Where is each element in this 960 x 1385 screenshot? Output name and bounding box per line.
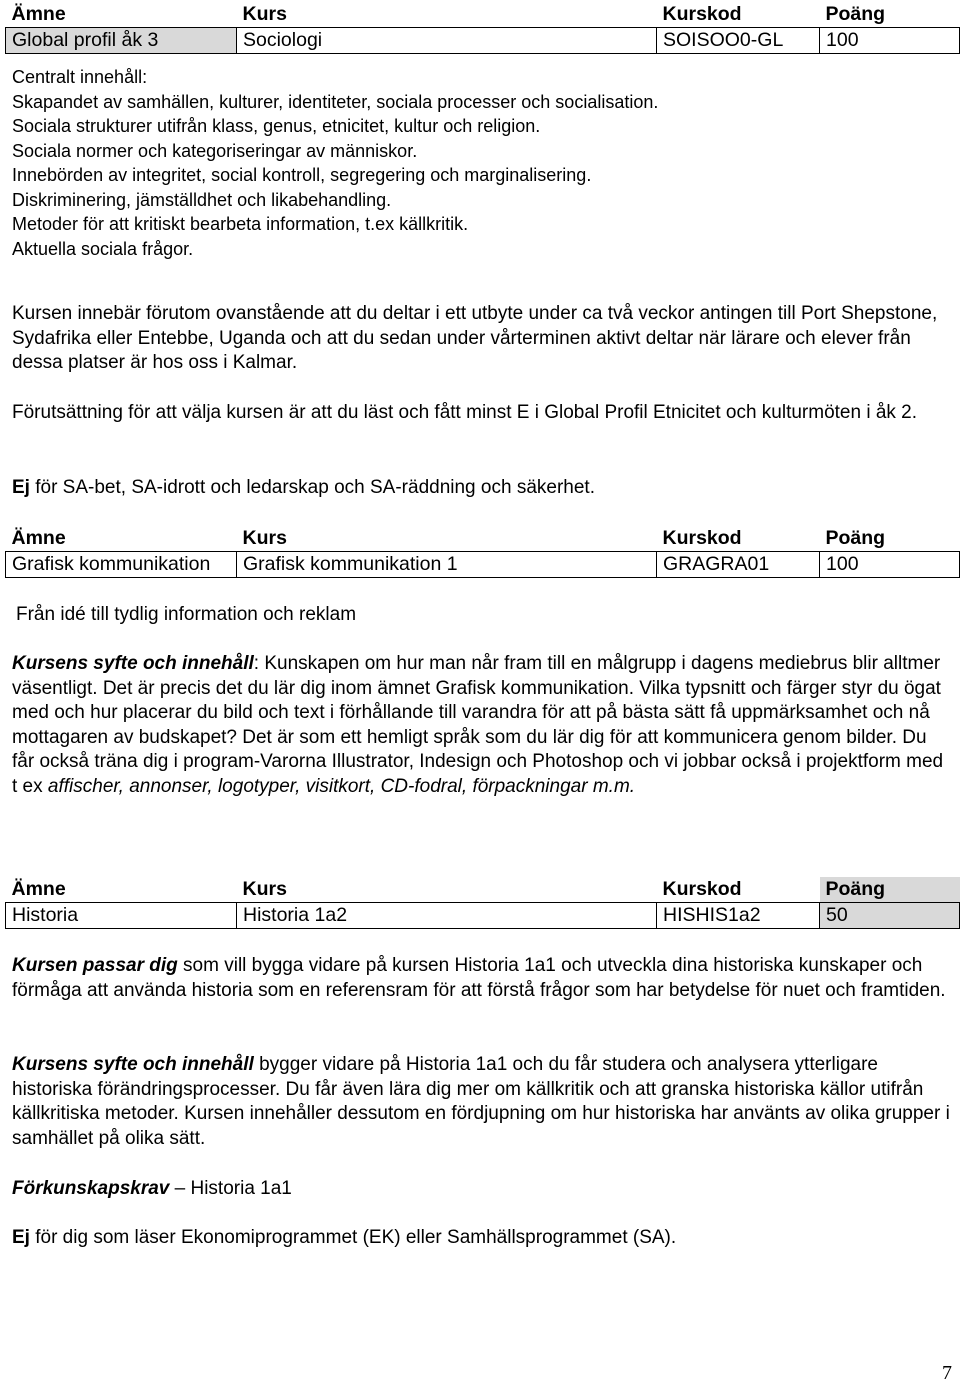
cell-points: 100 <box>820 28 960 54</box>
ej-label: Ej <box>12 477 30 498</box>
cell-code: HISHIS1a2 <box>657 903 820 929</box>
cell-points: 50 <box>820 903 960 929</box>
header-amne: Ämne <box>11 878 66 900</box>
exchange-paragraph <box>12 302 952 376</box>
table-header-row <box>6 877 960 903</box>
forkunskap-text: – Historia 1a1 <box>169 1178 292 1199</box>
prerequisite-paragraph <box>12 401 952 426</box>
passar-text: som vill bygga vidare på kursen Historia 1a1 och utveckla dina historiska kunskaper och förmåga att använda historia som en referensram för att förstå frågor som har betydelse för nuet och framtiden. <box>12 955 946 1001</box>
header-kurskod: Kurskod <box>662 527 742 549</box>
content-item: Innebörden av integritet, social kontroll, segregering och marginalisering. <box>12 165 592 185</box>
grafisk-description <box>12 652 952 799</box>
header-poang: Poäng <box>825 527 886 549</box>
cell-course: Historia 1a2 <box>237 903 657 929</box>
paragraph-text <box>12 1226 952 1251</box>
ej-label: Ej <box>12 1227 30 1248</box>
paragraph-text <box>12 476 952 501</box>
header-amne: Ämne <box>11 527 66 549</box>
content-item: Aktuella sociala frågor. <box>12 238 194 259</box>
cell-subject: Grafisk kommunikation <box>6 552 237 578</box>
content-item: Diskriminering, jämställdhet och likabehandling. <box>12 189 392 210</box>
cell-subject: Historia <box>6 903 237 929</box>
content-item: Sociala strukturer utifrån klass, genus, etnicitet, kultur och religion. <box>12 116 541 136</box>
header-kurskod: Kurskod <box>662 878 742 900</box>
page-number: 7 <box>942 1362 952 1384</box>
header-kurskod: Kurskod <box>662 3 742 25</box>
syfte-examples: affischer, annonser, logotyper, visitkort, CD-fodral, förpackningar m.m. <box>47 775 636 797</box>
content-item: Sociala normer och kategoriseringar av människor. <box>12 140 418 161</box>
course-table-grafisk <box>5 526 960 578</box>
syfte-label: Kursens syfte och innehåll <box>12 653 254 674</box>
syfte-text: : Kunskapen om hur man når fram till en målgrupp i dagens mediebrus blir alltmer väsentligt. Det är precis det du lär dig inom ämnet Grafisk kommunikation. Vilka typsnitt och färger styr du ögat med och hur placerar du bild och text i förhållande till varandra för att på bästa sätt få uppmärksamhet och nå mottagaren av budskapet? Det är som ett hemligt språk som du lär dig för att kommunicera genom bilder. Du får också träna dig i program-Varorna Illustrator, Indesign och Photoshop och vi jobbar också i projektform med t ex <box>12 653 944 797</box>
cell-course: Grafisk kommunikation 1 <box>237 552 657 578</box>
table-row <box>6 903 960 929</box>
content-heading: Centralt innehåll: <box>12 67 148 87</box>
table-header-row <box>6 526 960 552</box>
prerequisites <box>12 1177 952 1202</box>
paragraph-text <box>12 954 952 1003</box>
table-row <box>6 28 960 54</box>
header-kurs: Kurs <box>242 3 287 25</box>
cell-code: GRAGRA01 <box>657 552 820 578</box>
header-kurs: Kurs <box>242 878 287 900</box>
historia-intro <box>12 954 952 1003</box>
exclusion-note <box>12 1226 952 1251</box>
content-item: Metoder för att kritiskt bearbeta information, t.ex källkritik. <box>12 214 469 234</box>
forkunskap-label: Förkunskapskrav <box>12 1178 170 1199</box>
table-header-row <box>6 2 960 28</box>
syfte-text: bygger vidare på Historia 1a1 och du får studera och analysera ytterligare historiska förändringsprocesser. Du får även lära dig mer om källkritik och att granska historiska källor utifrån källkritiska metoder. Kursen innehåller dessutom en fördjupning om hur historiska har använts av olika grupper i samhället på olika sätt. <box>12 1054 950 1149</box>
header-poang: Poäng <box>825 3 886 25</box>
cell-code: SOISOO0-GL <box>657 28 820 54</box>
header-amne: Ämne <box>11 3 66 25</box>
ej-text: för SA-bet, SA-idrott och ledarskap och SA-räddning och säkerhet. <box>29 477 595 498</box>
paragraph-text <box>12 652 952 799</box>
header-poang: Poäng <box>820 877 960 903</box>
paragraph-text: Kursen innebär förutom ovanstående att du deltar i ett utbyte under ca två veckor antingen till Port Shepstone, Sydafrika eller Entebbe, Uganda och att du sedan under vårterminen aktivt deltar när lärare och elever från dessa platser är hos oss i Kalmar. <box>12 303 938 373</box>
course-table-historia <box>5 877 960 929</box>
passar-label: Kursen passar dig <box>12 955 178 976</box>
course-table-sociologi <box>5 2 960 54</box>
paragraph-text <box>12 1053 952 1151</box>
table-row <box>6 552 960 578</box>
cell-course: Sociologi <box>237 28 657 54</box>
historia-description <box>12 1053 952 1151</box>
tagline <box>16 603 956 628</box>
cell-subject: Global profil åk 3 <box>6 28 237 54</box>
paragraph-text: Förutsättning för att välja kursen är att du läst och fått minst E i Global Profil Etnicitet och kulturmöten i åk 2. <box>12 402 918 423</box>
central-content <box>12 65 952 261</box>
paragraph-text <box>12 1177 952 1202</box>
cell-points: 100 <box>820 552 960 578</box>
exclusion-note <box>12 476 952 501</box>
ej-text: för dig som läser Ekonomiprogrammet (EK) eller Samhällsprogrammet (SA). <box>29 1227 677 1248</box>
tagline-text: Från idé till tydlig information och reklam <box>16 604 357 625</box>
syfte-label: Kursens syfte och innehåll <box>12 1054 254 1075</box>
content-item: Skapandet av samhällen, kulturer, identiteter, sociala processer och socialisation. <box>12 91 659 112</box>
header-kurs: Kurs <box>242 527 287 549</box>
